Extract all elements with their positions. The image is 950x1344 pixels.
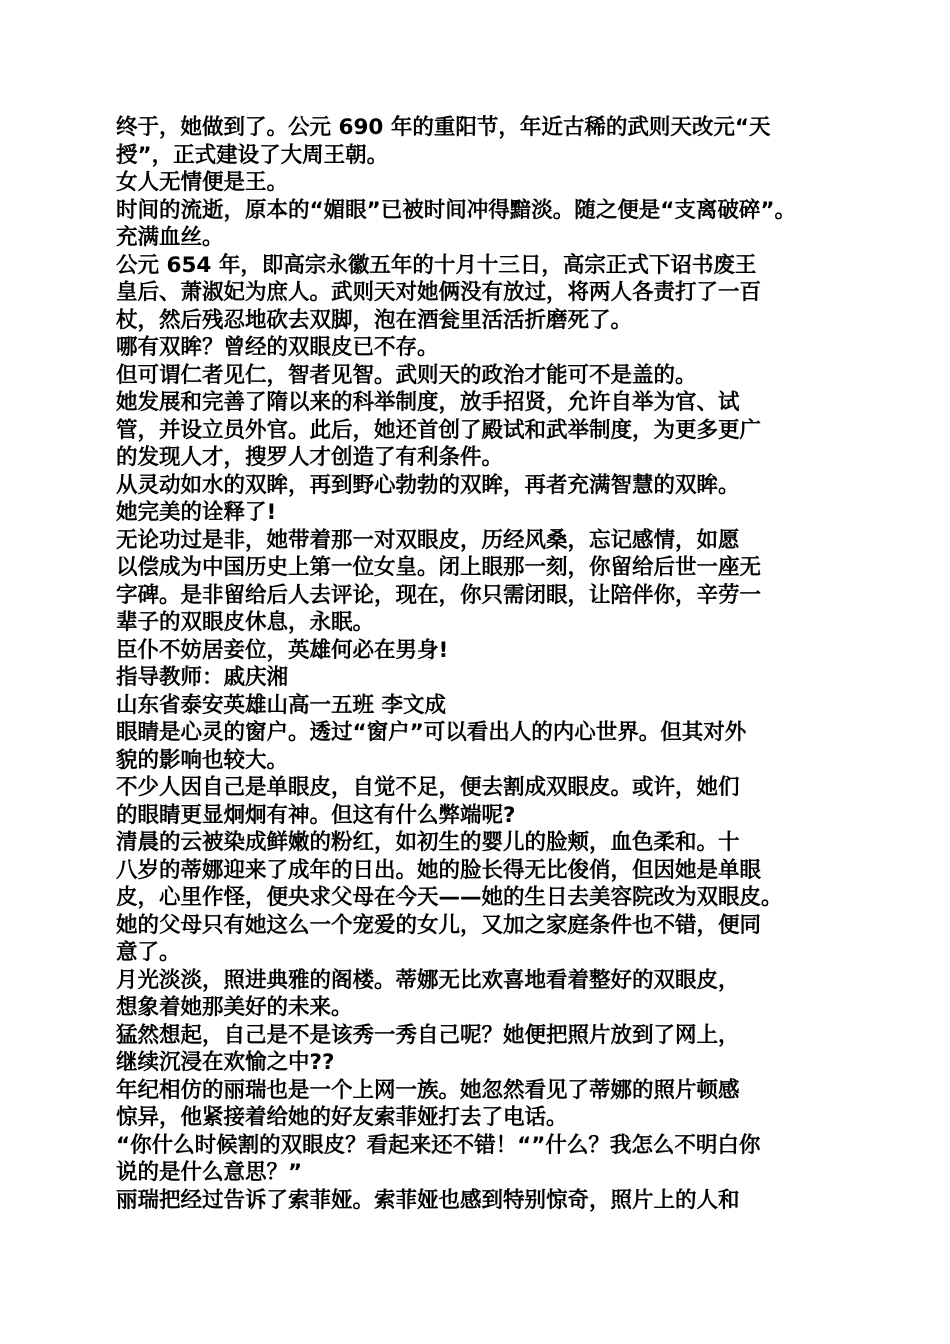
text-line: 猛然想起，自己是不是该秀一秀自己呢？她便把照片放到了网上， (116, 1022, 740, 1048)
text-line: 授”，正式建设了大周王朝。 (116, 142, 389, 168)
text-line: 臣仆不妨居妾位，英雄何必在男身! (116, 637, 449, 663)
author-line: 山东省泰安英雄山高一五班 李文成 (116, 692, 446, 718)
text-line: 眼睛是心灵的窗户。透过“窗户”可以看出人的内心世界。但其对外 (116, 720, 747, 745)
text-line: 八岁的蒂娜迎来了成年的日出。她的脸长得无比俊俏，但因她是单眼 (116, 857, 762, 883)
text-line: 不少人因自己是单眼皮，自觉不足，便去割成双眼皮。或许，她们 (116, 775, 740, 800)
text-line: 女人无情便是王。 (116, 170, 289, 195)
text-line: 皮，心里作怪，便央求父母在今天——她的生日去美容院改为双眼皮。 (116, 885, 783, 910)
text-line: 年纪相仿的丽瑞也是一个上网一族。她忽然看见了蒂娜的照片顿感 (116, 1077, 740, 1103)
text-line: 皇后、萧淑妃为庶人。武则天对她俩没有放过，将两人各责打了一百 (116, 280, 762, 305)
text-line: 公元 654 年，即高宗永徽五年的十月十三日，高宗正式下诏书废王 (116, 252, 757, 278)
text-line: 以偿成为中国历史上第一位女皇。闭上眼那一刻，你留给后世一座无 (116, 555, 762, 580)
text-line: 她完美的诠释了! (116, 500, 277, 525)
text-line: 想象着她那美好的未来。 (116, 995, 353, 1020)
text-line: 她发展和完善了隋以来的科举制度，放手招贤，允许自举为官、试 (116, 390, 740, 415)
text-line: 的眼睛更显炯炯有神。但这有什么弊端呢? (116, 802, 516, 828)
text-line: 辈子的双眼皮休息，永眠。 (116, 610, 375, 635)
text-line: 惊异，他紧接着给她的好友索菲娅打去了电话。 (116, 1105, 568, 1130)
text-line: 无论功过是非，她带着那一对双眼皮，历经风桑，忘记感情，如愿 (116, 527, 740, 553)
text-line: 月光淡淡，照进典雅的阁楼。蒂娜无比欢喜地看着整好的双眼皮， (116, 967, 740, 993)
text-line: 时间的流逝，原本的“媚眼”已被时间冲得黯淡。随之便是“支离破碎”。 (116, 197, 797, 223)
text-line: 貌的影响也较大。 (116, 747, 289, 773)
text-line: 杖，然后残忍地砍去双脚，泡在酒瓮里活活折磨死了。 (116, 307, 633, 333)
text-line: 的发现人才，搜罗人才创造了有利条件。 (116, 445, 504, 470)
text-line: 丽瑞把经过告诉了索菲娅。索菲娅也感到特别惊奇，照片上的人和 (116, 1187, 740, 1213)
document-page (116, 114, 856, 1214)
text-line: 说的是什么意思？” (116, 1160, 303, 1185)
advisor-line: 指导教师：戚庆湘 (116, 665, 289, 690)
text-line: 从灵动如水的双眸，再到野心勃勃的双眸，再者充满智慧的双眸。 (116, 472, 740, 498)
text-line: 管，并设立员外官。此后，她还首创了殿试和武举制度，为更多更广 (116, 417, 762, 443)
text-line: “你什么时候割的双眼皮？看起来还不错！“”什么？我怎么不明白你 (116, 1132, 761, 1158)
text-line: 充满血丝。 (116, 225, 224, 250)
text-line: 清晨的云被染成鲜嫩的粉红，如初生的婴儿的脸颊，血色柔和。十 (116, 830, 740, 855)
text-line: 继续沉浸在欢愉之中?? (116, 1050, 335, 1075)
text-line: 终于，她做到了。公元 690 年的重阳节，年近古稀的武则天改元“天 (116, 115, 771, 140)
text-line: 哪有双眸？曾经的双眼皮已不存。 (116, 335, 439, 360)
text-line: 但可谓仁者见仁，智者见智。武则天的政治才能可不是盖的。 (116, 362, 697, 388)
text-line: 意了。 (116, 940, 181, 965)
text-line: 字碑。是非留给后人去评论，现在，你只需闭眼，让陪伴你，辛劳一 (116, 582, 762, 608)
text-line: 她的父母只有她这么一个宠爱的女儿，又加之家庭条件也不错，便同 (116, 912, 762, 938)
